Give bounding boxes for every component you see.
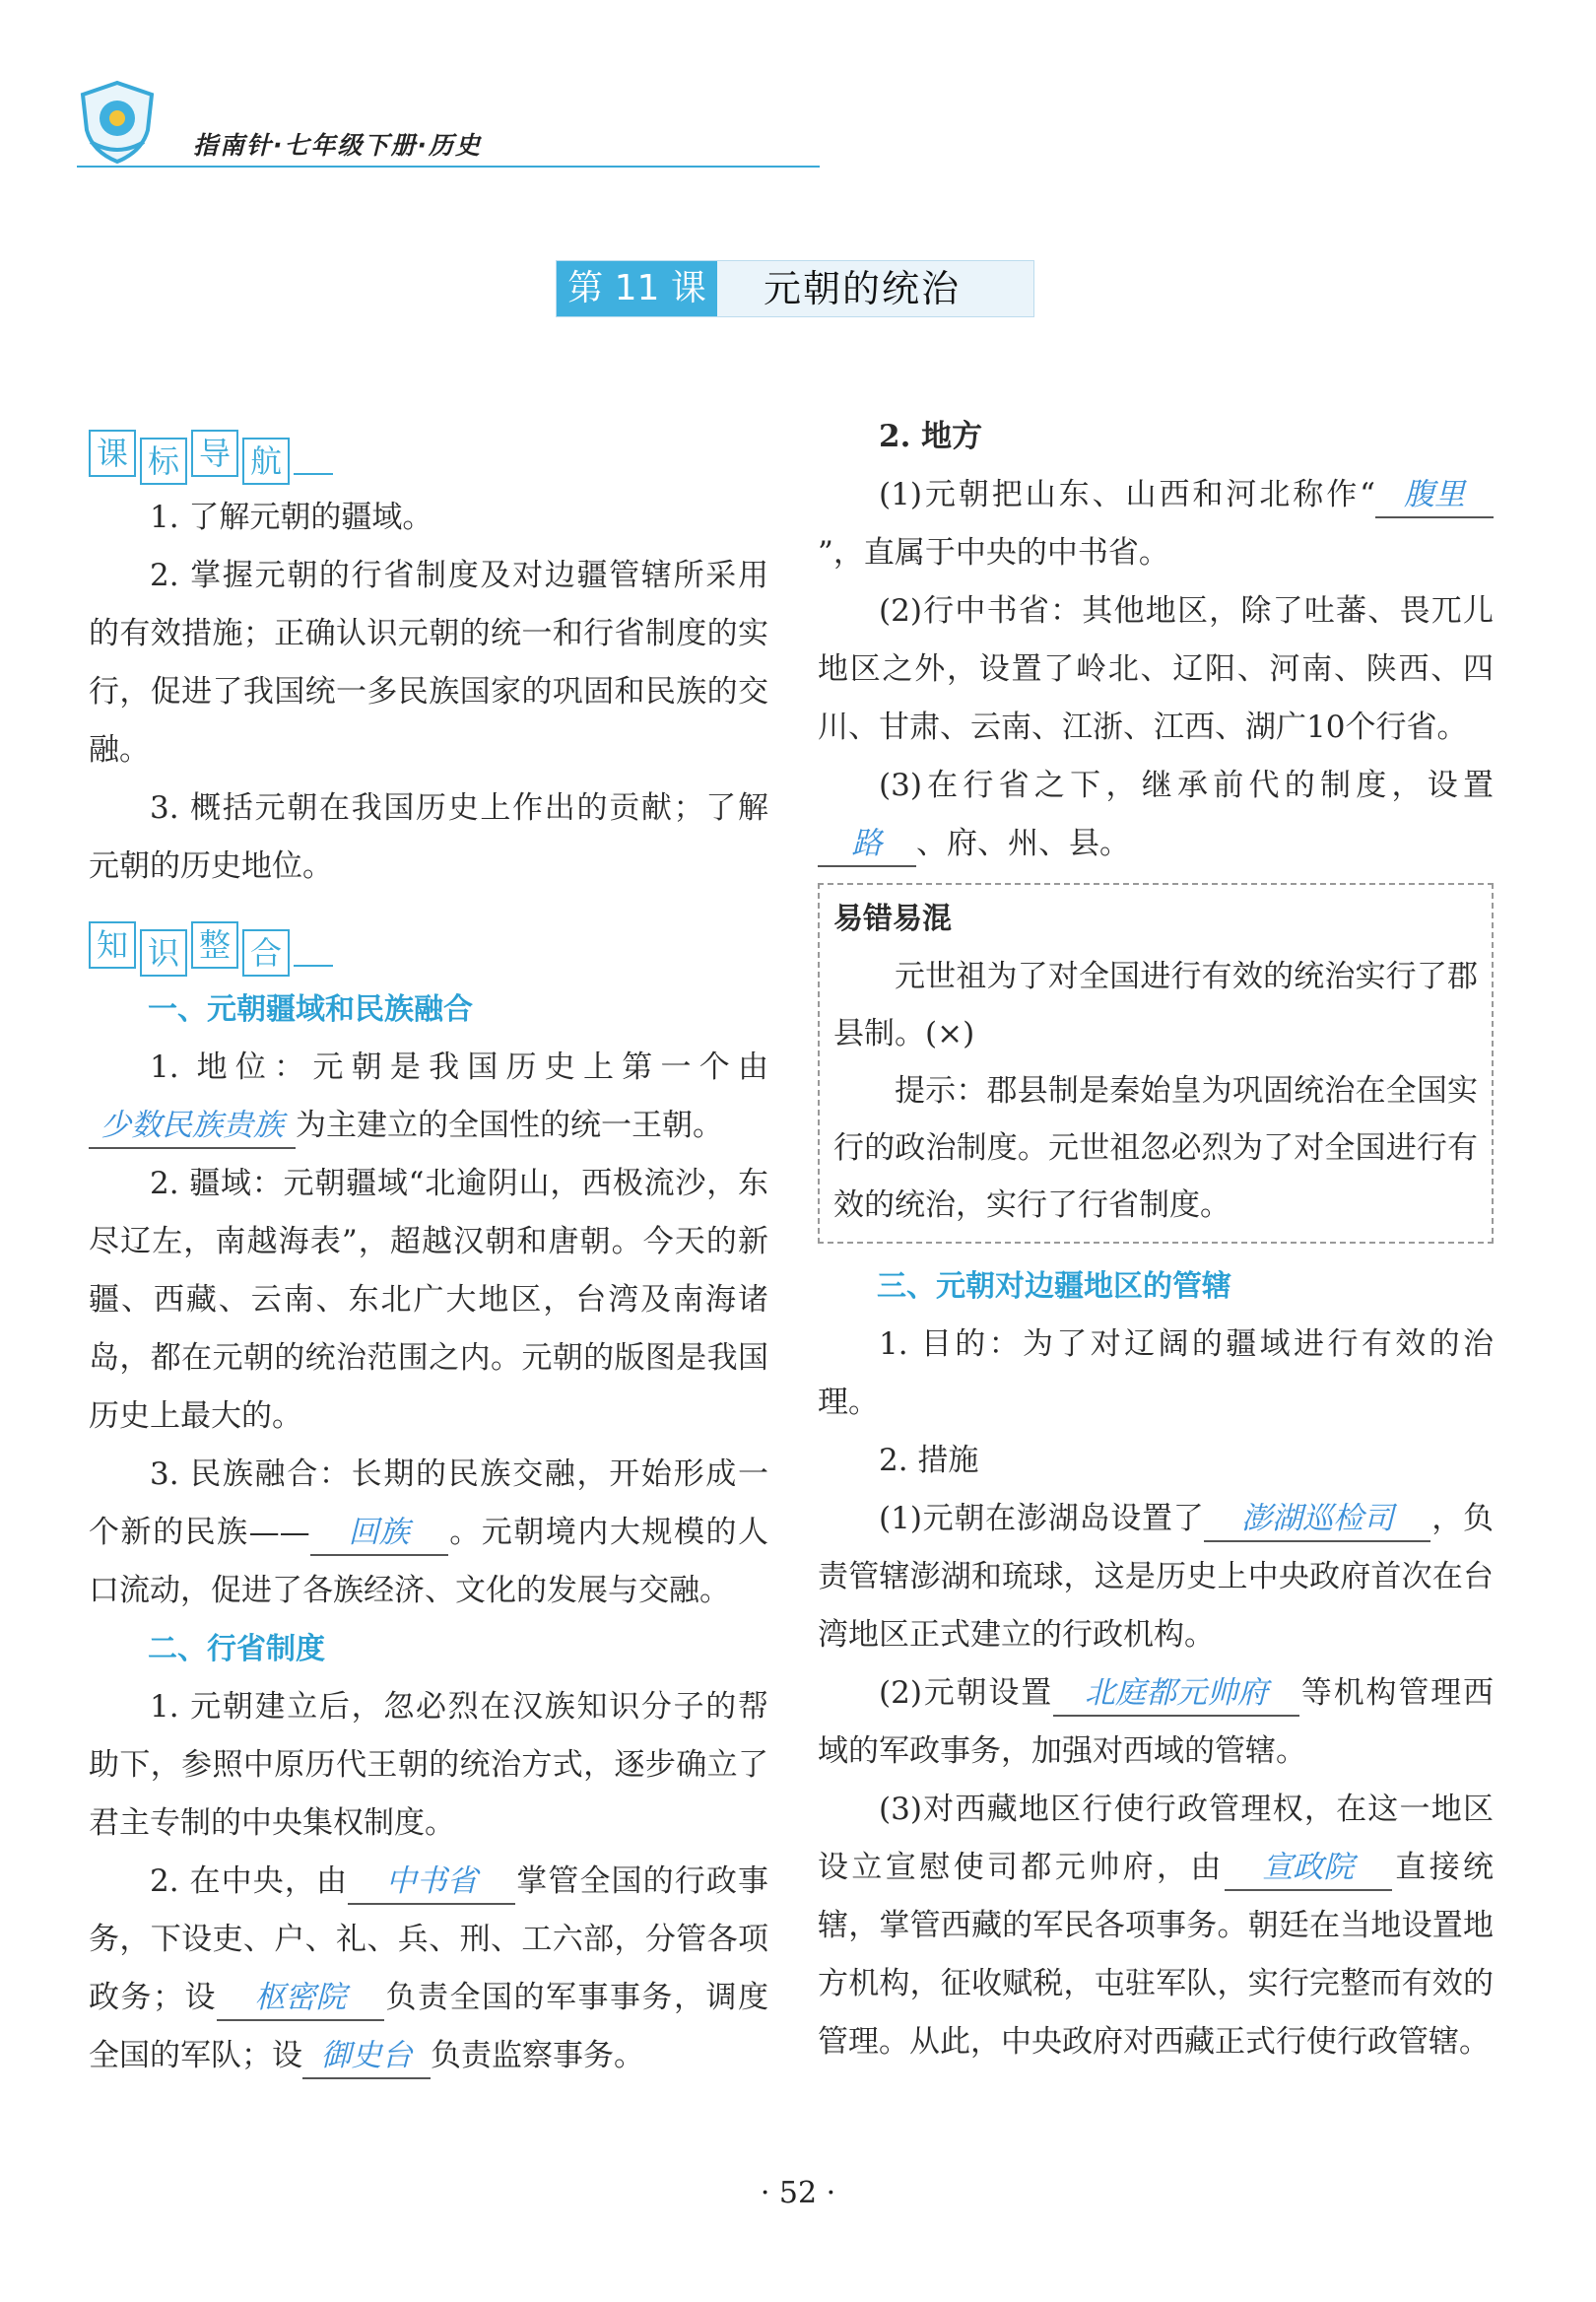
paragraph: (2)行中书省：其他地区，除了吐蕃、畏兀儿地区之外，设置了岭北、辽阳、河南、陕西、四川、甘肃、云南、江浙、江西、湖广10个行省。 bbox=[818, 593, 1494, 745]
answer-blank: 枢密院 bbox=[217, 1976, 384, 2021]
page-number: · 52 · bbox=[760, 2176, 836, 2210]
right-column bbox=[818, 408, 1494, 2071]
answer-blank: 澎湖巡检司 bbox=[1204, 1497, 1430, 1542]
answer-blank: 腹里 bbox=[1375, 473, 1494, 518]
section-title: 三、元朝对边疆地区的管辖 bbox=[877, 1269, 1231, 1304]
heading-char: 合 bbox=[242, 929, 290, 977]
paragraph: (3)对西藏地区行使行政管理权，在这一地区设立宣慰使司都元帅府，由 宣政院 直接统辖，掌管西藏的军民各项事务。朝廷在当地设置地方机构，征收赋税，屯驻军队，实行完整而有效的管理。从此，中央政府对西藏正式行使行政管辖。 bbox=[818, 1792, 1495, 2060]
shield-logo-icon bbox=[77, 79, 158, 164]
lesson-title-bar bbox=[556, 260, 1034, 317]
error-box-title: 易错易混 bbox=[833, 902, 952, 936]
error-hint: 提示：郡县制是秦始皇为巩固统治在全国实行的政治制度。元世祖忽必烈为了对全国进行有效的统治，实行了行省制度。 bbox=[833, 1073, 1478, 1223]
heading-char: 整 bbox=[191, 921, 238, 969]
page-header bbox=[77, 69, 826, 171]
error-prone-box bbox=[818, 883, 1494, 1244]
heading-char: 标 bbox=[140, 438, 187, 485]
answer-blank: 北庭都元帅府 bbox=[1053, 1671, 1299, 1717]
header-title: 指南针·七年级下册·历史 bbox=[193, 131, 482, 160]
heading-char: 课 bbox=[89, 430, 136, 477]
error-statement: 元世祖为了对全国进行有效的统治实行了郡县制。(×) bbox=[833, 959, 1478, 1051]
paragraph: 3. 民族融合：长期的民族交融，开始形成一个新的民族—— 回族 。元朝境内大规模的人口流动，促进了各族经济、文化的发展与交融。 bbox=[89, 1456, 769, 1608]
paragraph: (3)在行省之下，继承前代的制度，设置路 、府、州、县。 bbox=[818, 757, 1494, 873]
paragraph: 2. 地方 bbox=[879, 419, 983, 454]
heading-char: 知 bbox=[89, 921, 136, 969]
answer-blank: 回族 bbox=[310, 1511, 448, 1556]
answer-blank: 路 bbox=[818, 822, 916, 867]
paragraph: (2)元朝设置 北庭都元帅府 等机构管理西域的军政事务，加强对西域的管辖。 bbox=[818, 1664, 1494, 1781]
lesson-number: 第 11 课 bbox=[557, 261, 717, 316]
answer-blank: 宣政院 bbox=[1225, 1846, 1392, 1891]
goal-item: 3. 概括元朝在我国历史上作出的贡献；了解元朝的历史地位。 bbox=[89, 790, 768, 884]
paragraph: 1. 地位：元朝是我国历史上第一个由少数民族贵族 为主建立的全国性的统一王朝。 bbox=[89, 1039, 768, 1155]
paragraph: 2. 措施 bbox=[879, 1443, 979, 1478]
header-divider bbox=[77, 166, 820, 168]
goal-item: 2. 掌握元朝的行省制度及对边疆管辖所采用的有效措施；正确认识元朝的统一和行省制度的实行，促进了我国统一多民族国家的巩固和民族的交融。 bbox=[89, 558, 768, 768]
answer-blank: 御史台 bbox=[302, 2034, 431, 2079]
answer-blank: 中书省 bbox=[348, 1860, 515, 1905]
left-column bbox=[89, 404, 768, 2085]
goal-item: 1. 了解元朝的疆域。 bbox=[150, 500, 433, 535]
knowledge-heading bbox=[89, 921, 768, 971]
paragraph: 2. 在中央，由 中书省 掌管全国的行政事务，下设吏、户、礼、兵、刑、工六部，分管各项政务；设 枢密院 负责全国的军事事务，调度全国的军队；设 御史台 负责监察事务。 bbox=[89, 1853, 768, 2085]
section-title: 一、元朝疆域和民族融合 bbox=[148, 992, 473, 1027]
section-title: 二、行省制度 bbox=[148, 1632, 325, 1666]
heading-char: 导 bbox=[191, 430, 238, 477]
heading-char: 识 bbox=[140, 929, 187, 977]
paragraph: (1)元朝在澎湖岛设置了 澎湖巡检司 ，负责管辖澎湖和琉球，这是历史上中央政府首次在台湾地区正式建立的行政机构。 bbox=[818, 1490, 1494, 1664]
paragraph: (1)元朝把山东、山西和河北称作“ 腹里”，直属于中央的中书省。 bbox=[818, 466, 1494, 582]
paragraph: 2. 疆域：元朝疆域“北逾阴山，西极流沙，东尽辽左，南越海表”，超越汉朝和唐朝。今天的新疆、西藏、云南、东北广大地区，台湾及南海诸岛，都在元朝的统治范围之内。元朝的版图是我国历史上最大的。 bbox=[89, 1166, 768, 1434]
paragraph: 1. 元朝建立后，忽必烈在汉族知识分子的帮助下，参照中原历代王朝的统治方式，逐步确立了君主专制的中央集权制度。 bbox=[89, 1689, 768, 1841]
heading-char: 航 bbox=[242, 438, 290, 485]
lesson-name: 元朝的统治 bbox=[764, 267, 962, 310]
course-guide-heading bbox=[89, 430, 768, 479]
answer-blank: 少数民族贵族 bbox=[89, 1104, 296, 1149]
paragraph: 1. 目的：为了对辽阔的疆域进行有效的治理。 bbox=[818, 1326, 1494, 1420]
